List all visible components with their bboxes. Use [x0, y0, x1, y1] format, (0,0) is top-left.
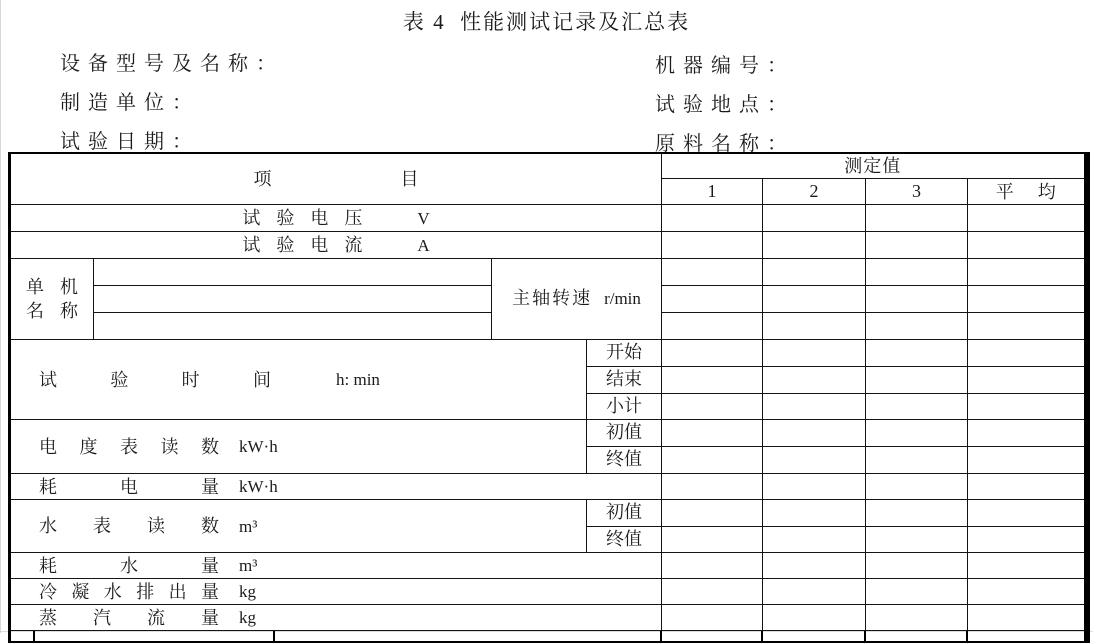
machine-name-cell — [94, 258, 492, 285]
sub-label-end: 结束 — [587, 366, 662, 393]
item-column-header — [10, 153, 662, 204]
value-cell — [866, 473, 968, 499]
sub-label-initial: 初值 — [587, 499, 662, 526]
value-cell — [662, 419, 763, 446]
value-cell — [763, 231, 866, 258]
column-line-stub — [864, 631, 866, 643]
value-cell — [662, 393, 763, 419]
value-cell — [662, 339, 763, 366]
value-cell — [968, 473, 1087, 499]
measure-col-1: 1 — [662, 178, 763, 204]
value-cell — [662, 285, 763, 312]
value-cell — [968, 499, 1087, 526]
current-unit: A — [417, 235, 430, 255]
row-label-meter-reading: 电 度 表 读 数 kW·h — [10, 419, 587, 473]
sub-label-initial: 初值 — [587, 419, 662, 446]
value-cell — [866, 499, 968, 526]
value-cell — [763, 419, 866, 446]
device-model-label: 设备型号及名称： — [60, 53, 284, 75]
value-cell — [763, 339, 866, 366]
value-cell — [866, 366, 968, 393]
value-cell — [763, 552, 866, 578]
measure-col-average: 平 均 — [968, 178, 1087, 204]
value-cell — [968, 231, 1087, 258]
machine-name-cell — [94, 285, 492, 312]
value-cell — [662, 578, 763, 604]
test-site-label: 试验地点： — [655, 94, 795, 116]
value-cell — [662, 552, 763, 578]
value-cell — [662, 446, 763, 473]
value-cell — [763, 312, 866, 339]
column-line-stub — [273, 631, 275, 643]
value-cell — [968, 526, 1087, 552]
item-header-text: 项 目 — [253, 169, 419, 190]
spindle-speed-unit: r/min — [604, 289, 641, 309]
sub-label-start: 开始 — [587, 339, 662, 366]
value-cell — [763, 604, 866, 630]
column-line-stub — [33, 631, 35, 643]
page-title: 表 4 性能测试记录及汇总表 — [402, 10, 691, 34]
condensate-unit: kg — [239, 582, 256, 602]
voltage-unit: V — [417, 208, 430, 228]
measure-col-3: 3 — [866, 178, 968, 204]
measured-values-header: 测定值 — [662, 153, 1087, 178]
value-cell — [763, 393, 866, 419]
row-label-steam-flow: 蒸 汽 流 量 kg — [10, 604, 662, 630]
row-label-power-consumption: 耗 电 量 kW·h — [10, 473, 662, 499]
value-cell — [866, 578, 968, 604]
row-label-test-time: 试 验 时 间 h: min — [10, 339, 587, 419]
row-label-water-consumption: 耗 水 量 m³ — [10, 552, 662, 578]
value-cell — [866, 526, 968, 552]
sub-label-final: 终值 — [587, 526, 662, 552]
value-cell — [763, 446, 866, 473]
value-cell — [866, 312, 968, 339]
value-cell — [662, 204, 763, 231]
measure-col-2: 2 — [763, 178, 866, 204]
value-cell — [866, 204, 968, 231]
value-cell — [662, 499, 763, 526]
value-cell — [968, 339, 1087, 366]
machine-name-cell — [94, 312, 492, 339]
column-line-stub — [761, 631, 763, 643]
column-line-stub — [660, 631, 662, 643]
value-cell — [763, 366, 866, 393]
power-consumption-unit: kW·h — [239, 477, 278, 497]
row-label-test-current: 试 验 电 流 A — [10, 231, 662, 258]
value-cell — [968, 578, 1087, 604]
row-label-spindle-speed: 主轴转速 r/min — [492, 258, 662, 339]
material-name-label: 原料名称： — [655, 133, 795, 155]
value-cell — [866, 258, 968, 285]
water-meter-unit: m³ — [239, 516, 258, 536]
value-cell — [662, 312, 763, 339]
value-cell — [763, 473, 866, 499]
value-cell — [968, 366, 1087, 393]
sub-label-subtotal: 小计 — [587, 393, 662, 419]
value-cell — [968, 258, 1087, 285]
value-cell — [968, 419, 1087, 446]
clipped-next-row — [10, 630, 1087, 642]
value-cell — [662, 231, 763, 258]
steam-flow-unit: kg — [239, 608, 256, 628]
machine-number-label: 机器编号： — [655, 55, 795, 77]
value-cell — [968, 312, 1087, 339]
value-cell — [866, 446, 968, 473]
value-cell — [866, 604, 968, 630]
value-cell — [968, 604, 1087, 630]
row-label-water-meter: 水 表 读 数 m³ — [10, 499, 587, 552]
water-consumption-unit: m³ — [239, 556, 258, 576]
value-cell — [866, 552, 968, 578]
value-cell — [866, 339, 968, 366]
value-cell — [763, 499, 866, 526]
value-cell — [763, 285, 866, 312]
column-line-stub — [966, 631, 968, 643]
value-cell — [866, 285, 968, 312]
value-cell — [763, 526, 866, 552]
value-cell — [968, 393, 1087, 419]
value-cell — [968, 446, 1087, 473]
row-label-condensate-discharge: 冷 凝 水 排 出 量 kg — [10, 578, 662, 604]
value-cell — [968, 204, 1087, 231]
row-label-machine-name: 单 机 名 称 — [10, 258, 94, 339]
value-cell — [662, 258, 763, 285]
value-cell — [763, 204, 866, 231]
manufacturer-label: 制造单位： — [60, 92, 200, 114]
value-cell — [866, 419, 968, 446]
scan-edge — [0, 0, 1, 633]
value-cell — [866, 393, 968, 419]
value-cell — [662, 473, 763, 499]
test-time-unit: h: min — [336, 370, 380, 390]
value-cell — [662, 604, 763, 630]
test-date-label: 试验日期： — [60, 131, 200, 153]
sub-label-final: 终值 — [587, 446, 662, 473]
value-cell — [763, 258, 866, 285]
value-cell — [968, 285, 1087, 312]
value-cell — [662, 526, 763, 552]
row-label-test-voltage: 试 验 电 压 V — [10, 204, 662, 231]
meter-reading-unit: kW·h — [239, 437, 278, 457]
performance-test-table — [8, 152, 1090, 643]
value-cell — [866, 231, 968, 258]
value-cell — [968, 552, 1087, 578]
value-cell — [763, 578, 866, 604]
value-cell — [662, 366, 763, 393]
